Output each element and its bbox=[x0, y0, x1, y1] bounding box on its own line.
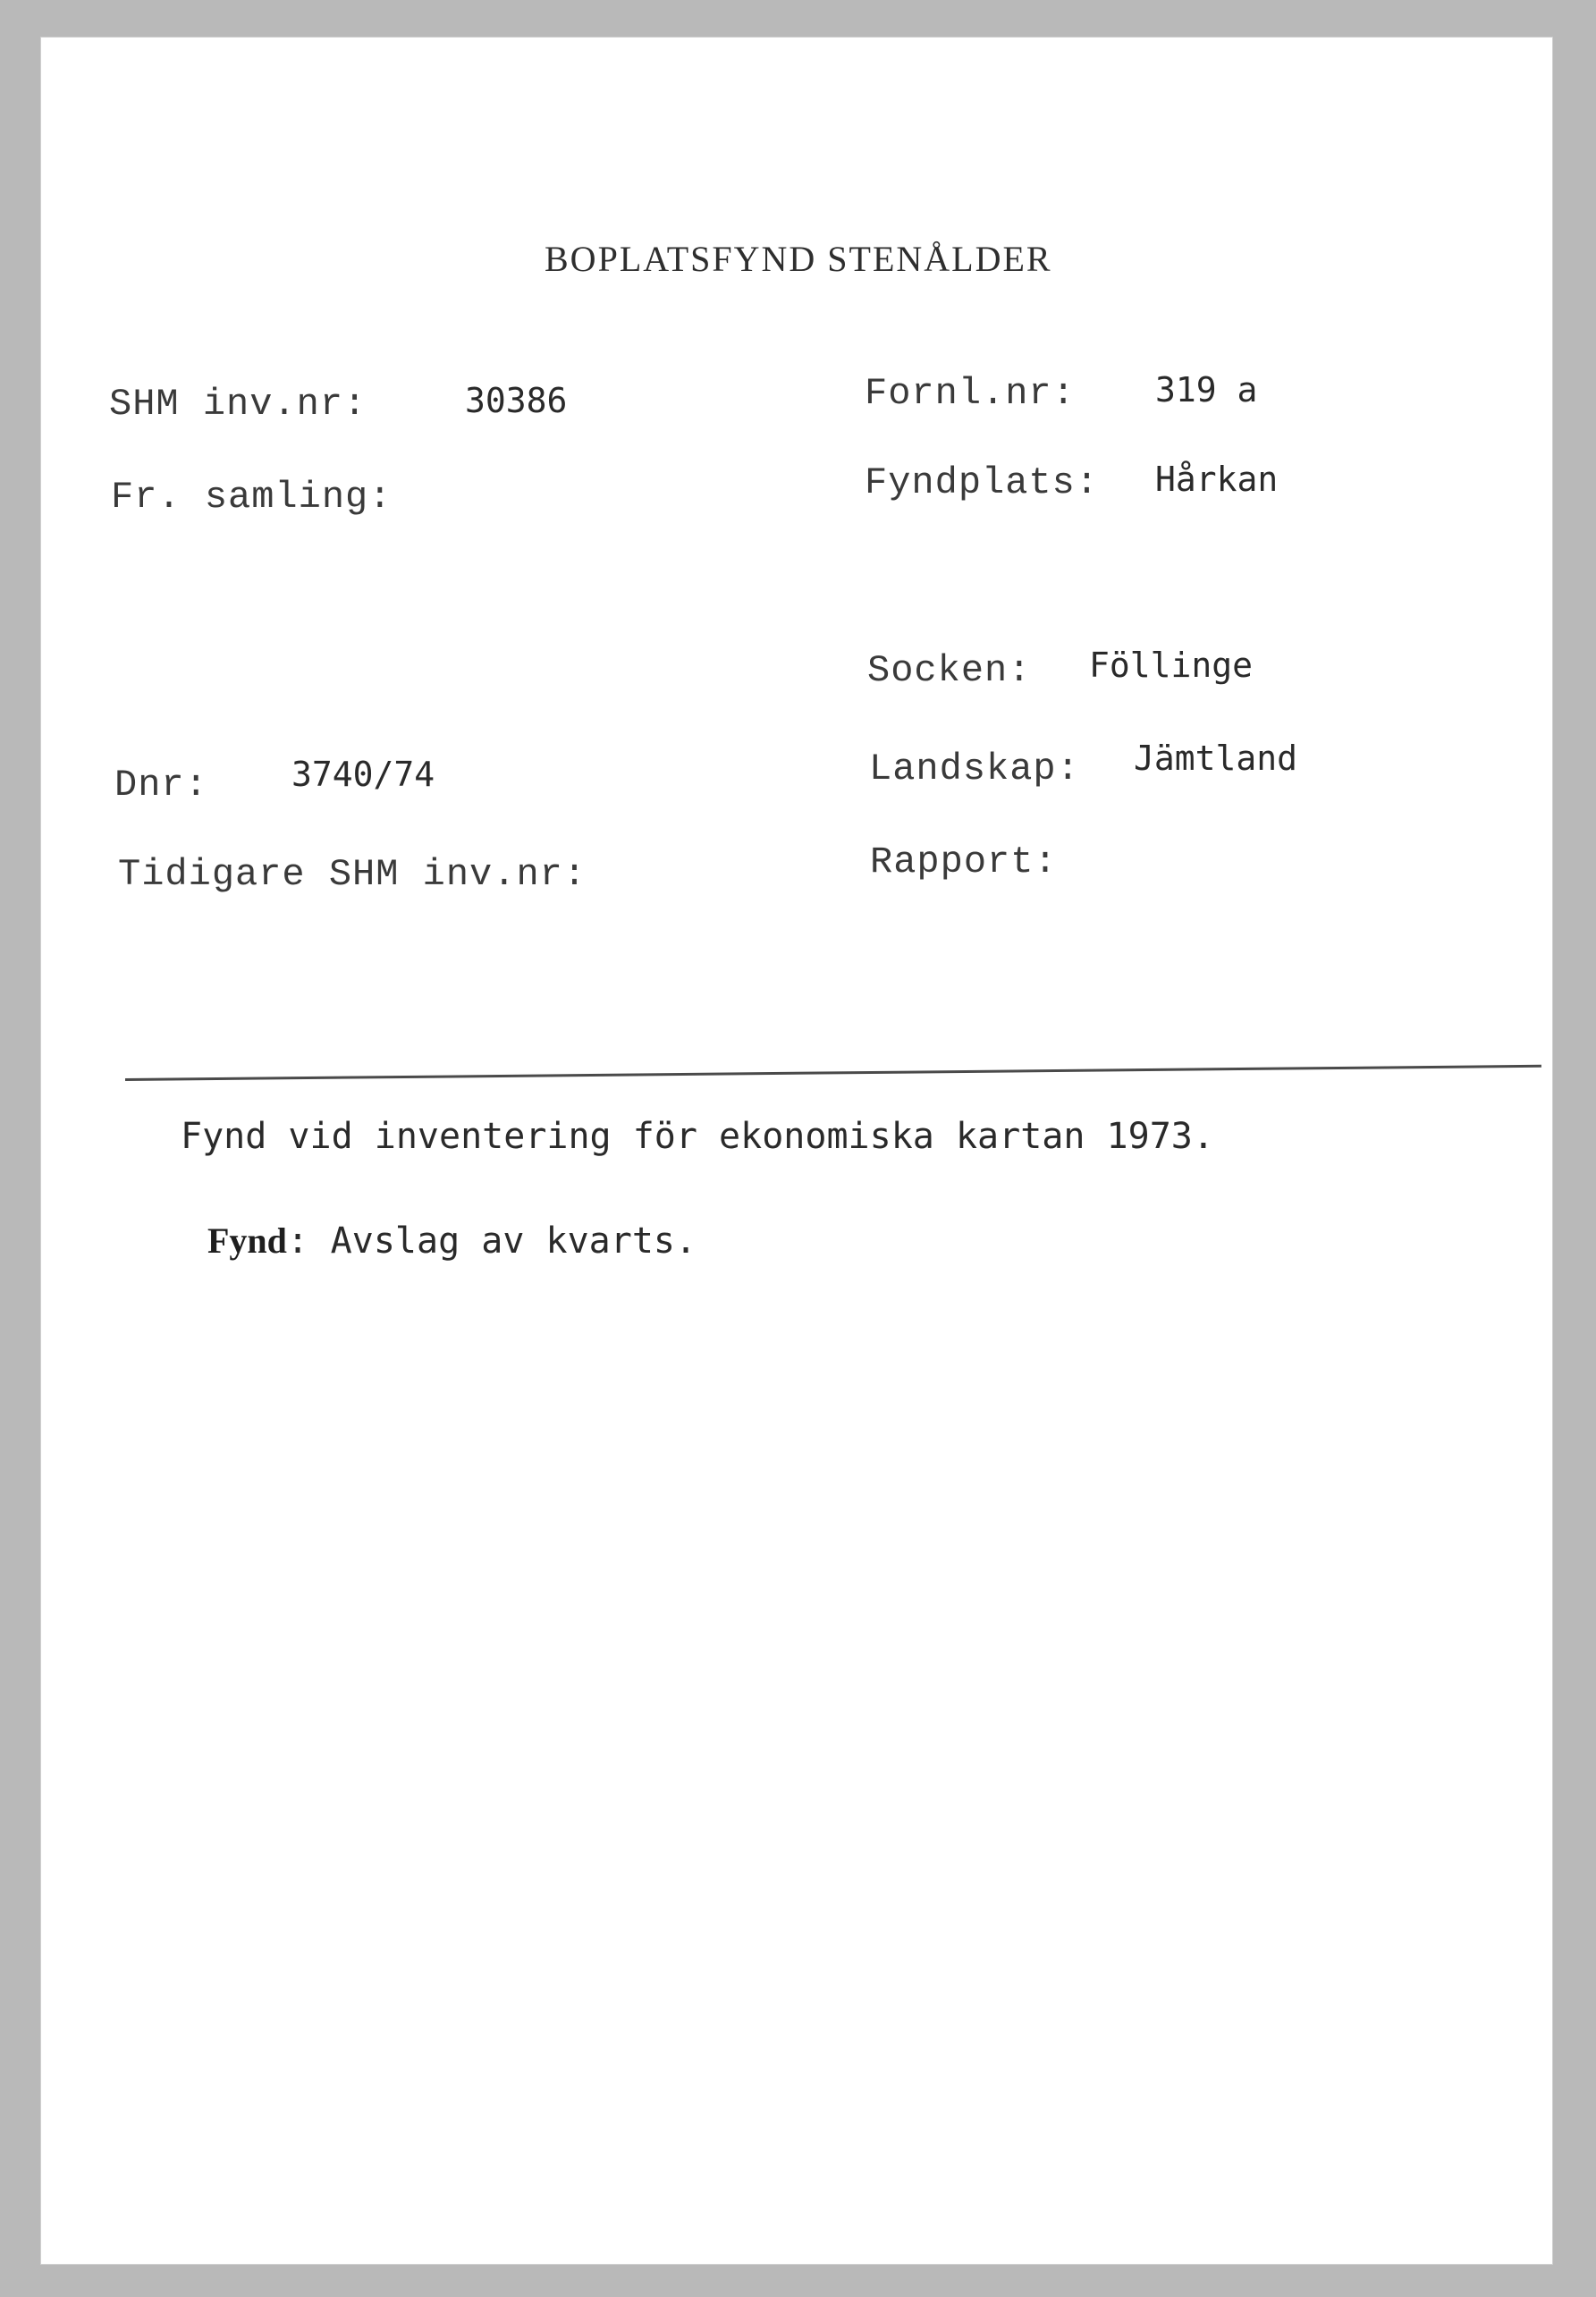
fynd-row bbox=[207, 1220, 697, 1262]
fyndplats-value: Hårkan bbox=[1155, 460, 1279, 499]
tidigare-label: Tidigare SHM inv.nr: bbox=[118, 853, 587, 896]
fynd-label: Fynd bbox=[207, 1220, 287, 1261]
fynd-separator: : bbox=[286, 1220, 309, 1262]
card-title: BOPLATSFYND STENÅLDER bbox=[545, 239, 1052, 279]
fornl-value: 319 a bbox=[1155, 370, 1258, 410]
shm-inv-label: SHM inv.nr: bbox=[109, 383, 367, 426]
fyndplats-label: Fyndplats: bbox=[865, 461, 1100, 504]
dnr-label: Dnr: bbox=[114, 764, 208, 806]
landskap-value: Jämtland bbox=[1134, 739, 1298, 778]
divider-line bbox=[125, 1065, 1541, 1081]
landskap-label: Landskap: bbox=[869, 747, 1080, 790]
dnr-value: 3740/74 bbox=[291, 755, 435, 794]
fr-samling-label: Fr. samling: bbox=[111, 476, 393, 519]
rapport-label: Rapport: bbox=[870, 840, 1058, 883]
note-text: Fynd vid inventering för ekonomiska kartan 1973. bbox=[181, 1116, 1214, 1157]
socken-value: Föllinge bbox=[1089, 646, 1254, 685]
fornl-label: Fornl.nr: bbox=[865, 372, 1076, 415]
shm-inv-value: 30386 bbox=[465, 381, 568, 420]
fynd-value: Avslag av kvarts. bbox=[330, 1220, 697, 1262]
socken-label: Socken: bbox=[867, 649, 1032, 692]
catalog-card bbox=[41, 38, 1552, 2264]
